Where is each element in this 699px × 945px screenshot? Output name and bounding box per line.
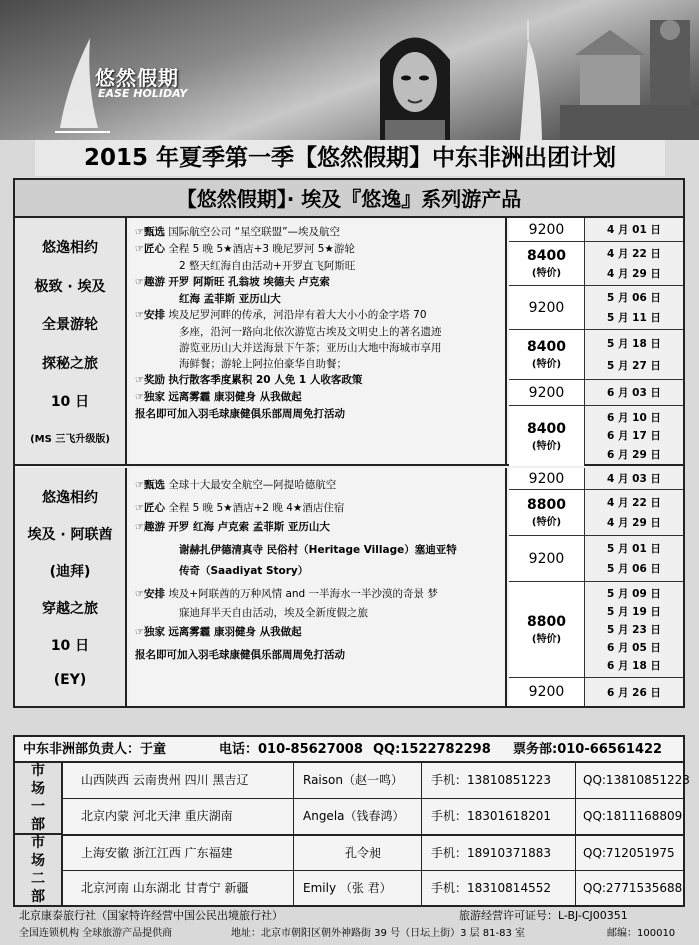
product-name-line: 极致 · 埃及 bbox=[34, 278, 106, 295]
pointing-hand-icon: ☞ bbox=[135, 375, 144, 386]
series-subtitle: 【悠然假期】· 埃及『悠逸』系列游产品 bbox=[15, 180, 683, 218]
department-contact-row bbox=[15, 737, 683, 763]
desc-line: 海鲜餐；游轮上阿拉伯豪华自助餐； bbox=[179, 358, 347, 370]
price-row bbox=[509, 242, 683, 286]
price-row bbox=[509, 678, 683, 706]
mobile: 手机：18310814552 bbox=[431, 881, 551, 895]
region: 北京内蒙 河北天津 重庆湖南 bbox=[81, 809, 233, 823]
contact-row bbox=[63, 799, 683, 835]
product-name bbox=[15, 468, 127, 706]
price-row bbox=[509, 218, 683, 242]
date-cell: 6 月 10 日 6 月 17 日 6 月 29 日 bbox=[607, 411, 661, 462]
contact-person: Raison（赵一鸣） bbox=[303, 773, 403, 787]
logo-text-cn: 悠然假期 bbox=[95, 66, 179, 90]
price-cell: 9200 bbox=[509, 380, 585, 405]
region: 北京河南 山东湖北 甘青宁 新疆 bbox=[81, 881, 249, 895]
region: 上海安徽 浙江江西 广东福建 bbox=[81, 846, 233, 860]
date-cell: 4 月 22 日 4 月 29 日 bbox=[607, 248, 661, 280]
qq: QQ:712051975 bbox=[583, 846, 675, 860]
desc-line: 谢赫扎伊德清真寺 民俗村（Heritage Village）塞迪亚特 bbox=[179, 544, 457, 556]
date-cell: 5 月 09 日 5 月 19 日 5 月 23 日 6 月 05 日 6 月 18 日 bbox=[607, 587, 661, 673]
mobile: 手机：18910371883 bbox=[431, 846, 551, 860]
pointing-hand-icon: ☞ bbox=[135, 589, 144, 600]
agency-slogan: 全国连锁机构 全球旅游产品提供商 bbox=[19, 928, 173, 939]
price-schedule bbox=[509, 468, 683, 706]
department-qq: QQ:1522782298 bbox=[373, 742, 491, 757]
ticket-phone: 票务部:010-66561422 bbox=[513, 742, 663, 757]
date-cell: 4 月 22 日 4 月 29 日 bbox=[607, 496, 661, 530]
price-row bbox=[509, 330, 683, 380]
contact-row bbox=[63, 763, 690, 799]
desc-line: 寐迪拜半天自由活动，埃及全新度假之旅 bbox=[179, 607, 368, 619]
price-schedule bbox=[509, 218, 683, 464]
market-label: 市场二部 bbox=[15, 835, 63, 905]
mobile: 手机：18301618201 bbox=[431, 809, 551, 823]
pointing-hand-icon: ☞ bbox=[135, 227, 144, 238]
desc-line: ☞安排 埃及尼罗河畔的传承，河沿岸有着大大小小的金字塔 70 bbox=[135, 309, 427, 321]
date-cell: 4 月 01 日 bbox=[607, 224, 661, 236]
price-cell: 9200 bbox=[509, 468, 585, 489]
desc-line: ☞趣游 开罗 阿斯旺 孔翁坡 埃德夫 卢克索 bbox=[135, 276, 330, 288]
contact-table bbox=[13, 735, 690, 907]
price-row bbox=[509, 490, 683, 536]
region: 山西陕西 云南贵州 四川 黑吉辽 bbox=[81, 773, 249, 787]
postcode: 邮编：100010 bbox=[607, 928, 676, 939]
pointing-hand-icon: ☞ bbox=[135, 277, 144, 288]
price-cell: 8800 (特价) bbox=[509, 490, 585, 535]
footer bbox=[13, 907, 685, 943]
date-cell: 6 月 26 日 bbox=[607, 686, 661, 699]
cleopatra-portrait-icon bbox=[360, 20, 470, 140]
pointing-hand-icon: ☞ bbox=[135, 503, 144, 514]
price-cell: 8400 (特价) bbox=[509, 330, 585, 379]
product-name-line: 悠逸相约 bbox=[42, 240, 98, 257]
product-table bbox=[13, 178, 685, 708]
product-name-line: 10 日 bbox=[50, 637, 90, 654]
desc-line: 红海 孟菲斯 亚历山大 bbox=[179, 293, 281, 305]
contact-person: Emily （张 君） bbox=[303, 881, 392, 895]
product-name-line: (迪拜) bbox=[49, 563, 91, 580]
price-cell: 8400 (特价) bbox=[509, 406, 585, 466]
date-cell: 4 月 03 日 bbox=[607, 473, 661, 485]
desc-line: 报名即可加入羽毛球康健俱乐部周周免打活动 bbox=[135, 649, 345, 661]
pointing-hand-icon: ☞ bbox=[135, 480, 144, 491]
price-cell: 8400 (特价) bbox=[509, 242, 585, 285]
desc-line: 报名即可加入羽毛球康健俱乐部周周免打活动 bbox=[135, 408, 345, 420]
date-cell: 6 月 03 日 bbox=[607, 387, 661, 399]
price-cell: 9200 bbox=[509, 536, 585, 581]
page-title: 2015 年夏季第一季【悠然假期】中东非洲出团计划 bbox=[35, 140, 665, 176]
date-cell: 5 月 06 日 5 月 11 日 bbox=[607, 292, 661, 324]
mobile: 手机：13810851223 bbox=[431, 773, 551, 787]
price-cell: 8800 (特价) bbox=[509, 582, 585, 677]
price-cell: 9200 bbox=[509, 218, 585, 241]
desc-line: ☞安排 埃及+阿联酋的万种风情 and 一半海水一半沙漠的奇景 梦 bbox=[135, 588, 438, 600]
date-cell: 5 月 18 日 5 月 27 日 bbox=[607, 337, 661, 373]
product-name-line: 全景游轮 bbox=[42, 317, 98, 334]
price-row bbox=[509, 468, 683, 490]
product-name-line: (MS 三飞升级版) bbox=[30, 433, 110, 445]
product-name-line: 探秘之旅 bbox=[42, 355, 98, 372]
header-banner bbox=[0, 0, 699, 140]
desc-line: ☞奖励 执行散客季度累积 20 人免 1 人收客政策 bbox=[135, 374, 363, 386]
pointing-hand-icon: ☞ bbox=[135, 522, 144, 533]
market-label: 市场一部 bbox=[15, 763, 63, 835]
license-number: 旅游经营许可证号：L-BJ-CJ00351 bbox=[459, 909, 628, 922]
price-row bbox=[509, 380, 683, 406]
product-name-line: 悠逸相约 bbox=[42, 489, 98, 506]
department-phone: 电话：010-85627008 bbox=[219, 742, 363, 757]
price-row bbox=[509, 536, 683, 582]
product-description bbox=[129, 218, 507, 464]
price-row bbox=[509, 286, 683, 330]
desc-line: 多座，沿河一路向北依次游览古埃及文明史上的著名遗迹 bbox=[179, 326, 442, 338]
qq: QQ:1811168809 bbox=[583, 809, 683, 823]
pointing-hand-icon: ☞ bbox=[135, 310, 144, 321]
qq: QQ:2771535688 bbox=[583, 881, 683, 895]
qq: QQ:13810851223 bbox=[583, 773, 690, 787]
contact-row bbox=[63, 871, 683, 905]
product-name-line: (EY) bbox=[53, 671, 87, 688]
price-row bbox=[509, 582, 683, 678]
desc-line: ☞独家 远离雾霾 康羽健身 从我做起 bbox=[135, 391, 302, 403]
pointing-hand-icon: ☞ bbox=[135, 627, 144, 638]
product-description bbox=[129, 468, 507, 706]
agency-name: 北京康泰旅行社（国家特许经营中国公民出境旅行社） bbox=[19, 909, 283, 922]
date-cell: 5 月 01 日 5 月 06 日 bbox=[607, 542, 661, 576]
price-cell: 9200 bbox=[509, 286, 585, 329]
contact-person: 孔令昶 bbox=[345, 846, 382, 860]
product-name-line: 10 日 bbox=[50, 394, 90, 411]
desc-line: ☞趣游 开罗 红海 卢克索 孟菲斯 亚历山大 bbox=[135, 521, 330, 533]
desc-line: ☞匠心 全程 5 晚 5★酒店+2 晚 4★酒店住宿 bbox=[135, 502, 345, 514]
pointing-hand-icon: ☞ bbox=[135, 392, 144, 403]
desc-line: ☞甄选 国际航空公司 “星空联盟”—埃及航空 bbox=[135, 226, 341, 238]
pointing-hand-icon: ☞ bbox=[135, 244, 144, 255]
product-section-egypt-uae bbox=[15, 468, 683, 706]
desc-line: ☞独家 远离雾霾 康羽健身 从我做起 bbox=[135, 626, 302, 638]
price-row bbox=[509, 406, 683, 466]
address: 地址：北京市朝阳区朝外神路街 39 号（日坛上街）3 层 81-83 室 bbox=[231, 928, 526, 939]
dubai-skyline-icon bbox=[480, 0, 699, 140]
desc-line: 2 整天红海自由活动+开罗直飞阿斯旺 bbox=[179, 260, 356, 272]
logo-text-en: EASE HOLIDAY bbox=[98, 87, 188, 100]
product-name-line: 埃及 · 阿联酋 bbox=[27, 526, 113, 543]
product-section-egypt-cruise bbox=[15, 218, 683, 466]
contact-row bbox=[63, 835, 683, 871]
price-cell: 9200 bbox=[509, 678, 585, 706]
desc-line: 游览亚历山大并送海景下午茶；亚历山大地中海城市享用 bbox=[179, 342, 442, 354]
desc-line: 传奇（Saadiyat Story） bbox=[179, 565, 309, 577]
department-manager: 中东非洲部负责人：于童 bbox=[23, 742, 167, 757]
desc-line: ☞匠心 全程 5 晚 5★酒店+3 晚尼罗河 5★游轮 bbox=[135, 243, 355, 255]
desc-line: ☞甄选 全球十大最安全航空—阿提哈德航空 bbox=[135, 479, 337, 491]
product-name bbox=[15, 218, 127, 464]
contact-person: Angela（钱春鸿） bbox=[303, 809, 405, 823]
product-name-line: 穿越之旅 bbox=[42, 600, 98, 617]
